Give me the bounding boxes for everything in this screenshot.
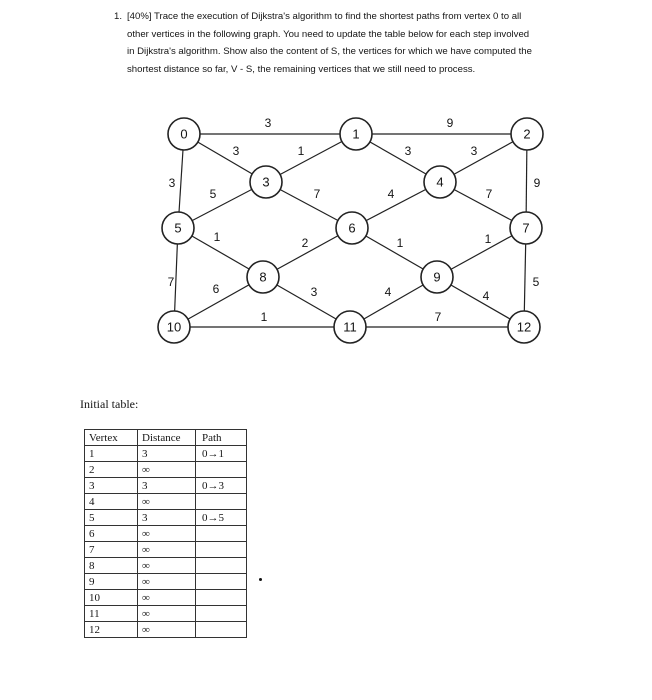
cell-distance: ∞: [138, 462, 196, 478]
header-path: Path: [196, 430, 247, 446]
cell-path: [196, 494, 247, 510]
cell-path: [196, 590, 247, 606]
cell-distance: 3: [138, 478, 196, 494]
graph-node-2: [511, 118, 543, 150]
graph-node-12: [508, 311, 540, 343]
table-row: [85, 494, 247, 510]
node-label: 9: [433, 269, 441, 285]
header-distance: Distance: [138, 430, 196, 446]
edge-weight-1-4: 3: [404, 144, 412, 159]
cell-path: [196, 622, 247, 638]
cell-distance: ∞: [138, 622, 196, 638]
cell-path: [196, 606, 247, 622]
edge-weight-0-3: 3: [232, 144, 240, 159]
edge-weight-9-7: 1: [484, 232, 492, 247]
node-label: 8: [259, 269, 267, 285]
cell-distance: ∞: [138, 526, 196, 542]
table-caption: Initial table:: [80, 397, 139, 411]
node-label: 11: [343, 319, 357, 335]
cell-vertex: 5: [85, 510, 138, 526]
table-row: [85, 606, 247, 622]
node-label: 5: [174, 220, 182, 236]
edge-weight-5-10: 7: [167, 275, 175, 290]
graph-node-6: [336, 212, 368, 244]
node-label: 2: [523, 126, 531, 142]
table-header-row: [85, 430, 247, 446]
node-label: 0: [180, 126, 188, 142]
cell-vertex: 12: [85, 622, 138, 638]
cell-distance: 3: [138, 510, 196, 526]
table-row: [85, 446, 247, 462]
edge-weight-8-6: 2: [301, 236, 309, 251]
graph-node-10: [158, 311, 190, 343]
edge-weight-0-1: 3: [264, 116, 272, 131]
cell-path: 0→5: [196, 510, 247, 526]
edge-weight-2-7: 9: [533, 176, 541, 191]
edge-weight-6-4: 4: [387, 187, 395, 202]
edge-weight-3-6: 7: [313, 187, 321, 202]
table-row: [85, 478, 247, 494]
edge-weight-0-5: 3: [168, 176, 176, 191]
problem-number: 1.: [114, 11, 123, 22]
edge-weight-4-7: 7: [485, 187, 493, 202]
header-vertex: Vertex: [85, 430, 138, 446]
edge-weight-6-9: 1: [396, 236, 404, 251]
cell-path: [196, 542, 247, 558]
table-row: [85, 542, 247, 558]
edge-weight-10-11: 1: [260, 310, 268, 325]
node-label: 6: [348, 220, 356, 236]
table-body: [85, 446, 247, 638]
problem-line-4: shortest distance so far, V - S, the remaining vertices that we still need to process.: [127, 63, 476, 75]
cell-distance: ∞: [138, 590, 196, 606]
edge-weight-5-8: 1: [213, 230, 221, 245]
cell-distance: ∞: [138, 542, 196, 558]
table-row: [85, 510, 247, 526]
edge-weight-4-2: 3: [470, 144, 478, 159]
cell-vertex: 7: [85, 542, 138, 558]
graph-node-7: [510, 212, 542, 244]
cell-distance: ∞: [138, 494, 196, 510]
table-row: [85, 622, 247, 638]
graph-node-1: [340, 118, 372, 150]
cell-vertex: 2: [85, 462, 138, 478]
cell-vertex: 4: [85, 494, 138, 510]
node-label: 7: [522, 220, 530, 236]
node-label: 3: [262, 174, 270, 190]
edge-weight-7-12: 5: [532, 275, 540, 290]
edge-weight-8-11: 3: [310, 285, 318, 300]
cell-vertex: 1: [85, 446, 138, 462]
problem-line-2: other vertices in the following graph. You need to update the table below for each step involved: [127, 28, 530, 40]
table-row: [85, 574, 247, 590]
table-row: [85, 526, 247, 542]
node-label: 10: [166, 319, 182, 335]
cell-path: [196, 526, 247, 542]
edge-weight-11-9: 4: [384, 285, 392, 300]
problem-line-3: in Dijkstra's algorithm. Show also the content of S, the vertices for which we have computed the: [127, 46, 532, 57]
cell-distance: ∞: [138, 558, 196, 574]
edge-weight-5-3: 5: [209, 187, 217, 202]
graph-node-0: [168, 118, 200, 150]
table-row: [85, 558, 247, 574]
cell-vertex: 9: [85, 574, 138, 590]
cell-vertex: 10: [85, 590, 138, 606]
edge-weight-3-1: 1: [297, 144, 305, 159]
graph-node-11: [334, 311, 366, 343]
node-label: 4: [436, 174, 444, 190]
cell-vertex: 3: [85, 478, 138, 494]
edge-weight-1-2: 9: [446, 116, 454, 131]
cell-path: [196, 574, 247, 590]
edge-weight-10-8: 6: [212, 282, 220, 297]
cell-path: [196, 462, 247, 478]
cell-vertex: 6: [85, 526, 138, 542]
distance-table: [84, 429, 247, 638]
cell-path: 0→1: [196, 446, 247, 462]
graph-node-4: [424, 166, 456, 198]
graph-node-9: [421, 261, 453, 293]
cell-vertex: 11: [85, 606, 138, 622]
table-row: [85, 462, 247, 478]
graph-node-8: [247, 261, 279, 293]
edge-weight-11-12: 7: [434, 310, 442, 325]
graph-node-3: [250, 166, 282, 198]
stray-dot: [259, 578, 262, 581]
node-label: 12: [516, 319, 532, 335]
cell-distance: 3: [138, 446, 196, 462]
graph-node-5: [162, 212, 194, 244]
cell-distance: ∞: [138, 606, 196, 622]
cell-path: [196, 558, 247, 574]
cell-vertex: 8: [85, 558, 138, 574]
problem-line-1: [40%] Trace the execution of Dijkstra's algorithm to find the shortest paths from vertex 0 to all: [127, 11, 522, 22]
edge-weight-9-12: 4: [482, 289, 490, 304]
table-row: [85, 590, 247, 606]
cell-path: 0→3: [196, 478, 247, 494]
node-label: 1: [352, 126, 360, 142]
cell-distance: ∞: [138, 574, 196, 590]
